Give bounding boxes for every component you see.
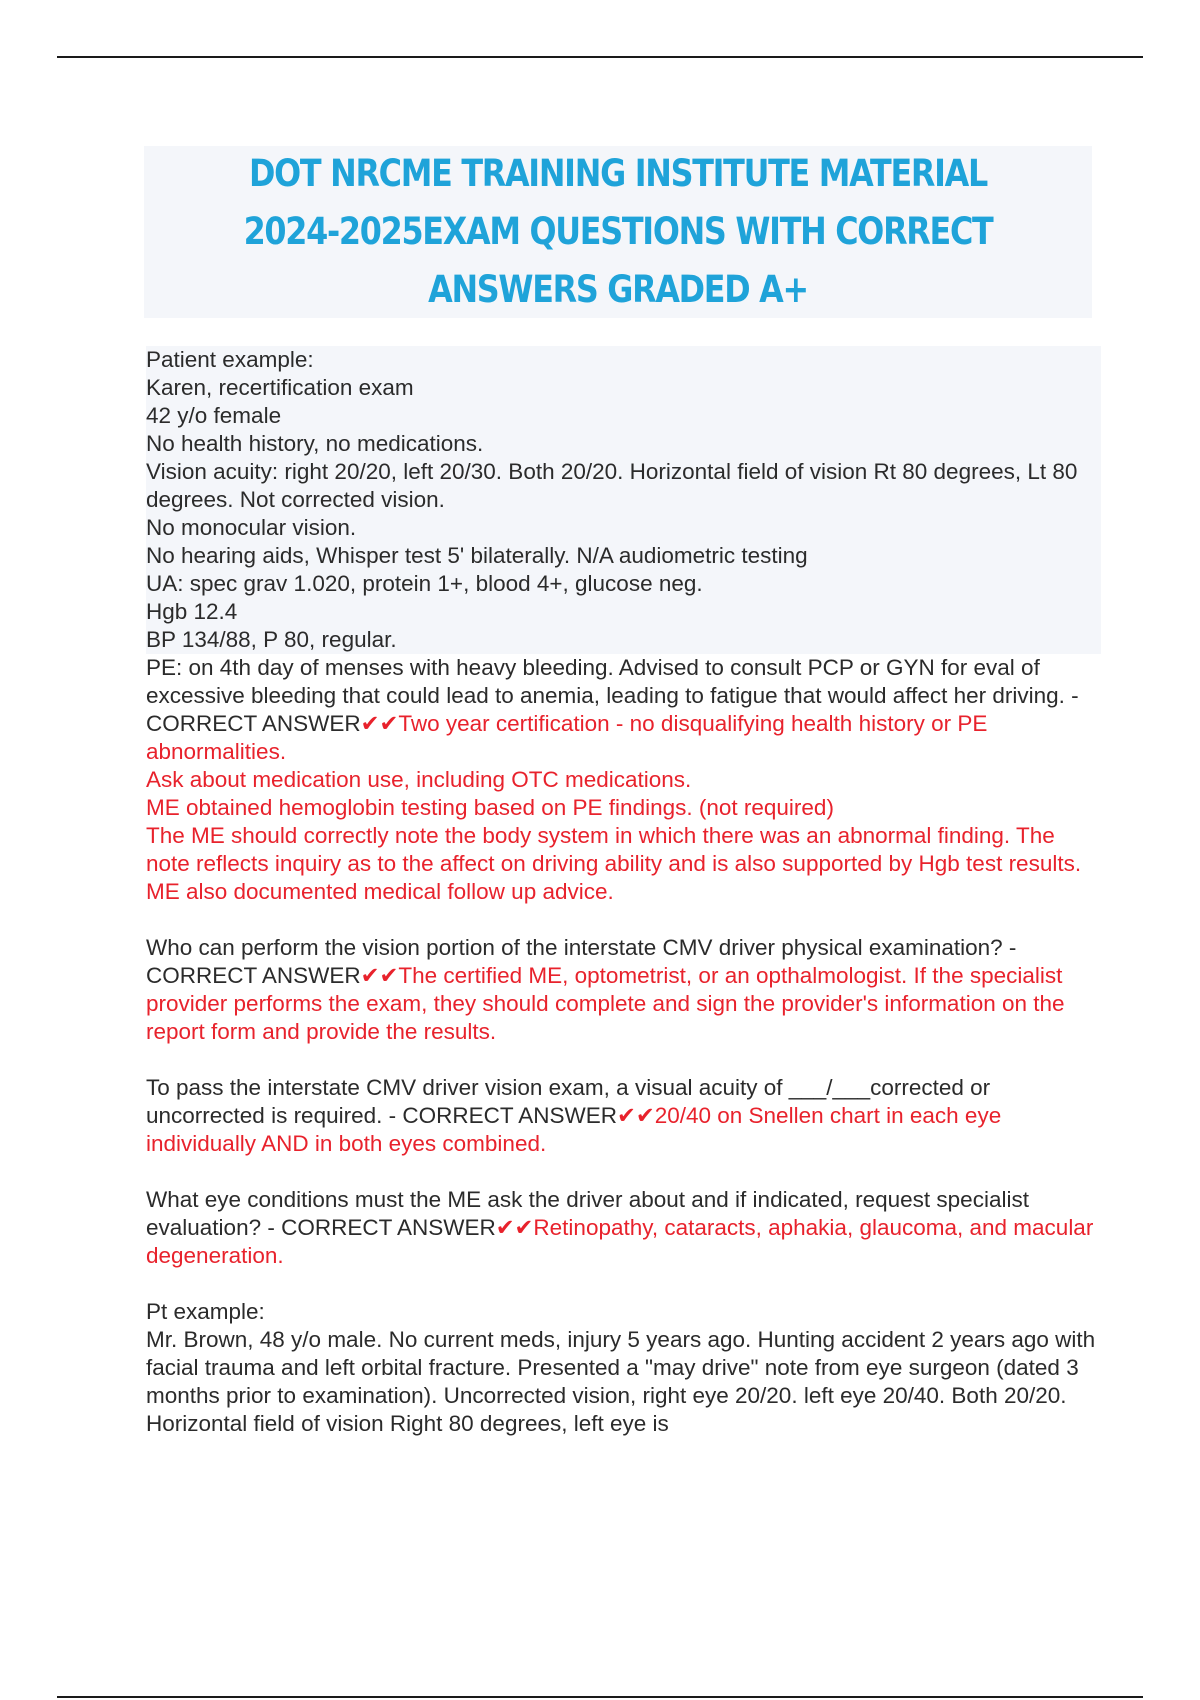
answer-text: 20/40 on Snellen chart in each eye individually AND in both eyes combined. <box>146 1103 1002 1156</box>
question-4 <box>146 1186 1101 1270</box>
text-line: UA: spec grav 1.020, protein 1+, blood 4+, glucose neg. <box>146 570 1101 598</box>
text-line: No monocular vision. <box>146 514 1101 542</box>
text-line: Hgb 12.4 <box>146 598 1101 626</box>
text-line: Vision acuity: right 20/20, left 20/30. Both 20/20. Horizontal field of vision Rt 80 degrees, Lt 80 degrees. Not corrected vision. <box>146 458 1101 514</box>
header-rule <box>57 56 1143 58</box>
answer-line: ME obtained hemoglobin testing based on PE findings. (not required) <box>146 795 834 820</box>
answer-line: Ask about medication use, including OTC medications. <box>146 767 692 792</box>
checkmark-icon: ✔✔ <box>616 1103 655 1128</box>
question: To pass the interstate CMV driver vision exam, a visual acuity of ___/___corrected or uncorrected is required. - CORRECT ANSWER <box>146 1075 991 1128</box>
question-1 <box>146 346 1101 906</box>
question-2 <box>146 934 1101 1046</box>
answer-text: Two year certification - no disqualifying health history or PE abnormalities. <box>146 711 988 764</box>
question: Who can perform the vision portion of the interstate CMV driver physical examination? - CORRECT ANSWER <box>146 935 1017 988</box>
question-tail: PE: on 4th day of menses with heavy bleeding. Advised to consult PCP or GYN for eval of excessive bleeding that could lead to anemia, leading to fatigue that would affect her driving. - CORRECT ANSWER <box>146 655 1079 736</box>
question: What eye conditions must the ME ask the driver about and if indicated, request specialist evaluation? - CORRECT ANSWER <box>146 1187 1029 1240</box>
question-5 <box>146 1298 1101 1438</box>
document-body <box>146 346 1101 1466</box>
text-line: Patient example: <box>146 346 1101 374</box>
checkmark-icon: ✔✔ <box>360 963 399 988</box>
text-line: Karen, recertification exam <box>146 374 1101 402</box>
footer-rule <box>57 1696 1143 1698</box>
checkmark-icon: ✔✔ <box>360 711 399 736</box>
answer-line: The ME should correctly note the body system in which there was an abnormal finding. The note reflects inquiry as to the affect on driving ability and is also supported by Hgb test results. ME also documented medical follow up advice. <box>146 823 1082 904</box>
text-line: BP 134/88, P 80, regular. <box>146 626 1101 654</box>
question-text <box>146 1074 1101 1158</box>
text-line: No hearing aids, Whisper test 5' bilaterally. N/A audiometric testing <box>146 542 1101 570</box>
question-3 <box>146 1074 1101 1158</box>
answer-text: Retinopathy, cataracts, aphakia, glaucoma, and macular degeneration. <box>146 1215 1094 1268</box>
document-title: DOT NRCME TRAINING INSTITUTE MATERIAL 2024-2025EXAM QUESTIONS WITH CORRECT ANSWERS GRADED A+ <box>243 152 993 311</box>
text-line: 42 y/o female <box>146 402 1101 430</box>
title-banner <box>144 146 1092 318</box>
text-line: Pt example: <box>146 1299 265 1324</box>
question-text <box>146 654 1101 766</box>
answer-text: The certified ME, optometrist, or an opthalmologist. If the specialist provider performs the exam, they should complete and sign the provider's information on the report form and provide the results. <box>146 963 1065 1044</box>
question-text: Mr. Brown, 48 y/o male. No current meds, injury 5 years ago. Hunting accident 2 years ago with facial trauma and left orbital fracture. Presented a "may drive" note from eye surgeon (dated 3 months prior to examination). Uncorrected vision, right eye 20/20. left eye 20/40. Both 20/20. Horizontal field of vision Right 80 degrees, left eye is <box>146 1327 1096 1436</box>
checkmark-icon: ✔✔ <box>495 1215 534 1240</box>
question-text <box>146 934 1101 1046</box>
question-text <box>146 1186 1101 1270</box>
text-line: No health history, no medications. <box>146 430 1101 458</box>
